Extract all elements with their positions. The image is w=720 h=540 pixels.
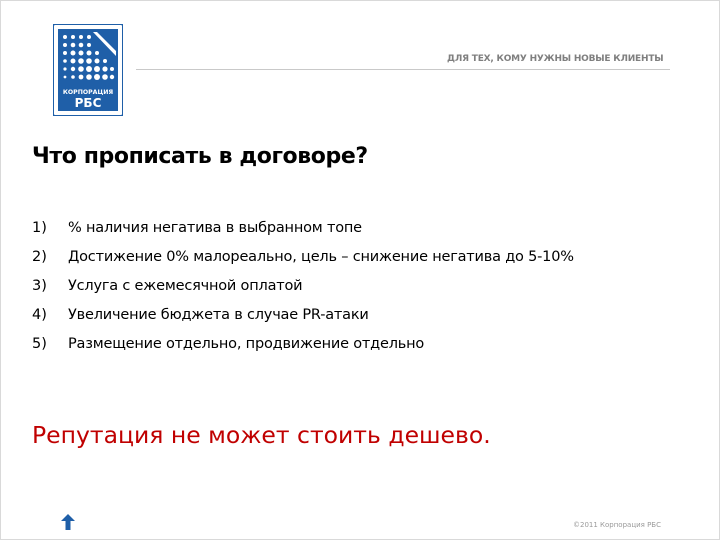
header-tagline: ДЛЯ ТЕХ, КОМУ НУЖНЫ НОВЫЕ КЛИЕНТЫ	[447, 54, 664, 64]
list-item-text: Увеличение бюджета в случае PR-атаки	[68, 306, 369, 323]
list-item	[32, 242, 574, 271]
list-item-number: 3)	[32, 277, 47, 294]
logo-caption-top: КОРПОРАЦИЯ	[62, 89, 114, 96]
list-item-text: % наличия негатива в выбранном топе	[68, 219, 362, 236]
slogan: Репутация не может стоить дешево.	[32, 421, 491, 449]
list-item-text: Размещение отдельно, продвижение отдельно	[68, 335, 425, 352]
copyright-notice: ©2011 Корпорация РБС	[573, 521, 661, 529]
list-item-number: 1)	[32, 219, 47, 236]
list-item-number: 2)	[32, 248, 47, 265]
list-item-text: Услуга с ежемесячной оплатой	[68, 277, 303, 294]
list-item	[32, 271, 574, 300]
page-title: Что прописать в договоре?	[32, 144, 368, 169]
list-item	[32, 329, 574, 358]
header-divider	[136, 69, 670, 70]
list-item-text: Достижение 0% малореально, цель – снижение негатива до 5-10%	[68, 248, 574, 265]
arrow-up-icon[interactable]	[60, 513, 76, 531]
logo-caption-main: РБС	[74, 96, 102, 110]
company-logo	[53, 24, 123, 116]
list-item-number: 4)	[32, 306, 47, 323]
list-item-number: 5)	[32, 335, 47, 352]
list-item	[32, 213, 574, 242]
list-item	[32, 300, 574, 329]
contract-terms-list	[32, 213, 574, 358]
